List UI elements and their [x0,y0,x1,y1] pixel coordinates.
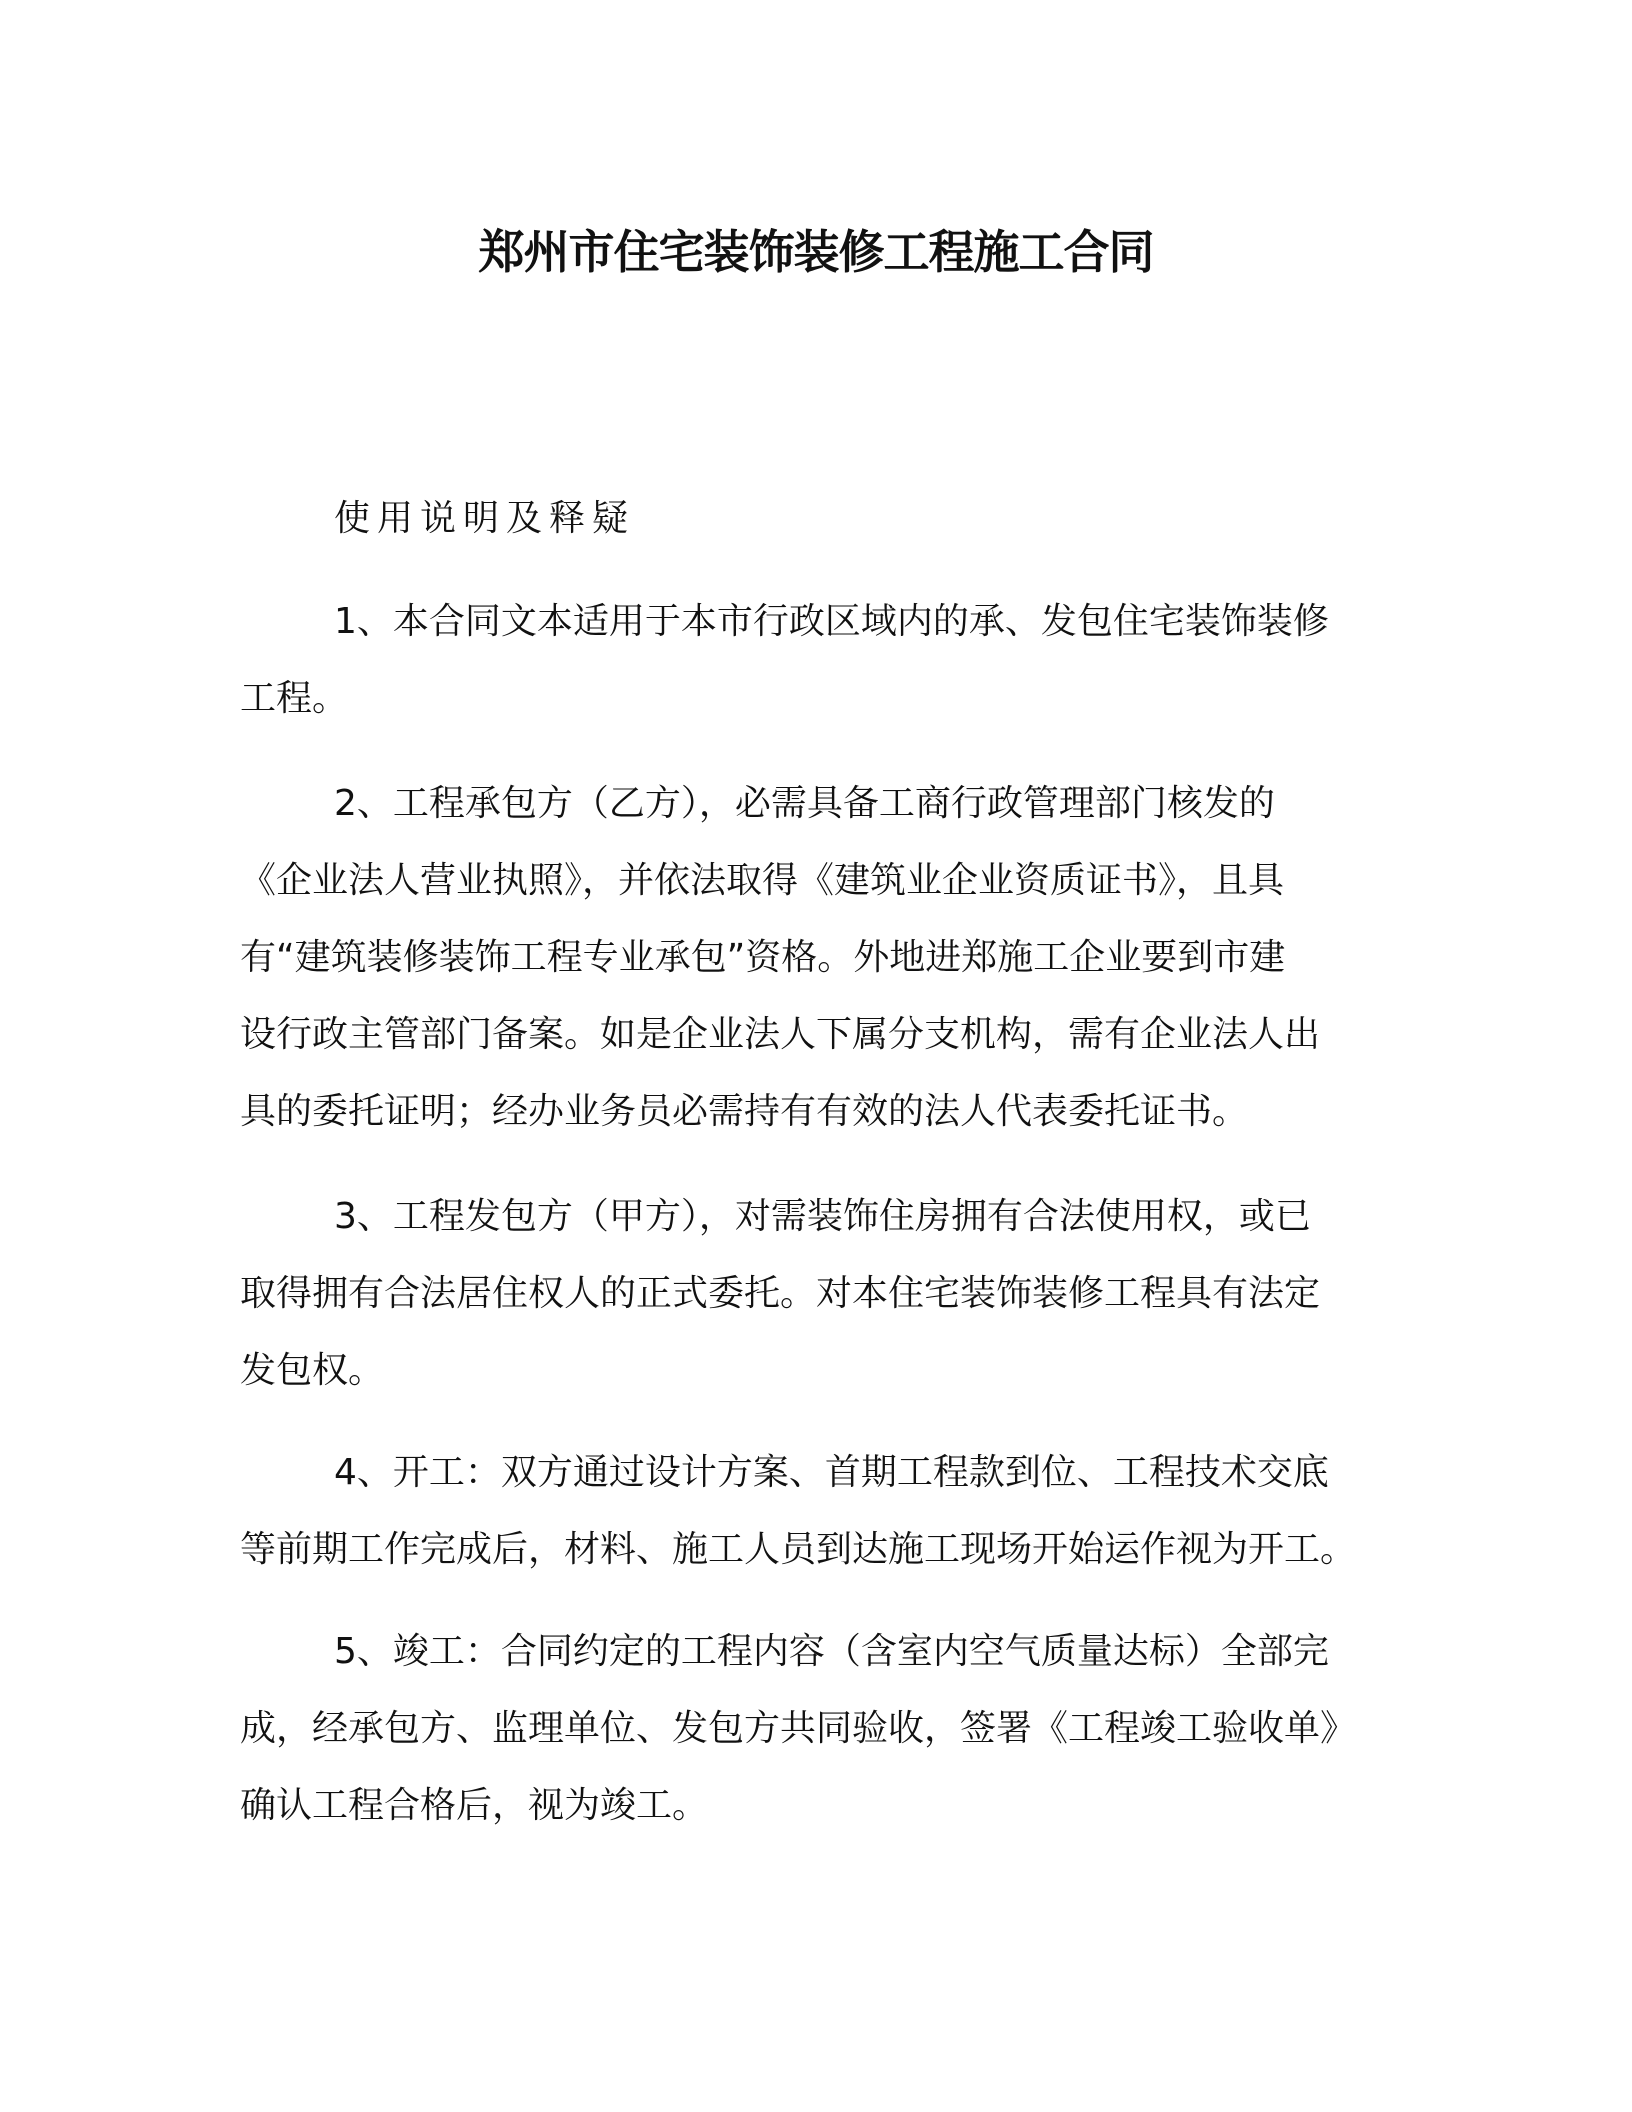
paragraph-line: 成，经承包方、监理单位、发包方共同验收，签署《工程竣工验收单》 [240,1708,1357,1749]
paragraph-line: 有“建筑装修装饰工程专业承包”资格。外地进郑施工企业要到市建 [240,937,1286,978]
paragraph-line: 发包权。 [240,1350,385,1391]
paragraph-3 [240,1178,1400,1409]
paragraph-line: 设行政主管部门备案。如是企业法人下属分支机构，需有企业法人出 [240,1014,1321,1055]
paragraph-line: 1、本合同文本适用于本市行政区域内的承、发包住宅装饰装修 [334,601,1329,642]
paragraph-4 [240,1434,1400,1588]
paragraph-line: 3、工程发包方（甲方），对需装饰住房拥有合法使用权，或已 [334,1196,1311,1237]
paragraph-line: 4、开工：双方通过设计方案、首期工程款到位、工程技术交底 [334,1452,1329,1493]
paragraph-line: 取得拥有合法居住权人的正式委托。对本住宅装饰装修工程具有法定 [240,1273,1321,1314]
paragraph-1 [240,583,1400,737]
document-title: 郑州市住宅装饰装修工程施工合同 [478,225,1154,279]
section-heading: 使用说明及释疑 [334,498,636,539]
paragraph-5 [240,1613,1400,1844]
paragraph-2 [240,765,1400,1150]
paragraph-line: 工程。 [240,678,349,719]
paragraph-line: 5、竣工：合同约定的工程内容（含室内空气质量达标）全部完 [334,1631,1329,1672]
paragraph-line: 《企业法人营业执照》，并依法取得《建筑业企业资质证书》，且具 [240,860,1285,901]
paragraph-line: 2、工程承包方（乙方），必需具备工商行政管理部门核发的 [334,783,1275,824]
paragraph-line: 具的委托证明；经办业务员必需持有有效的法人代表委托证书。 [240,1091,1249,1132]
paragraph-line: 确认工程合格后，视为竣工。 [240,1785,709,1826]
paragraph-line: 等前期工作完成后，材料、施工人员到达施工现场开始运作视为开工。 [240,1529,1357,1570]
